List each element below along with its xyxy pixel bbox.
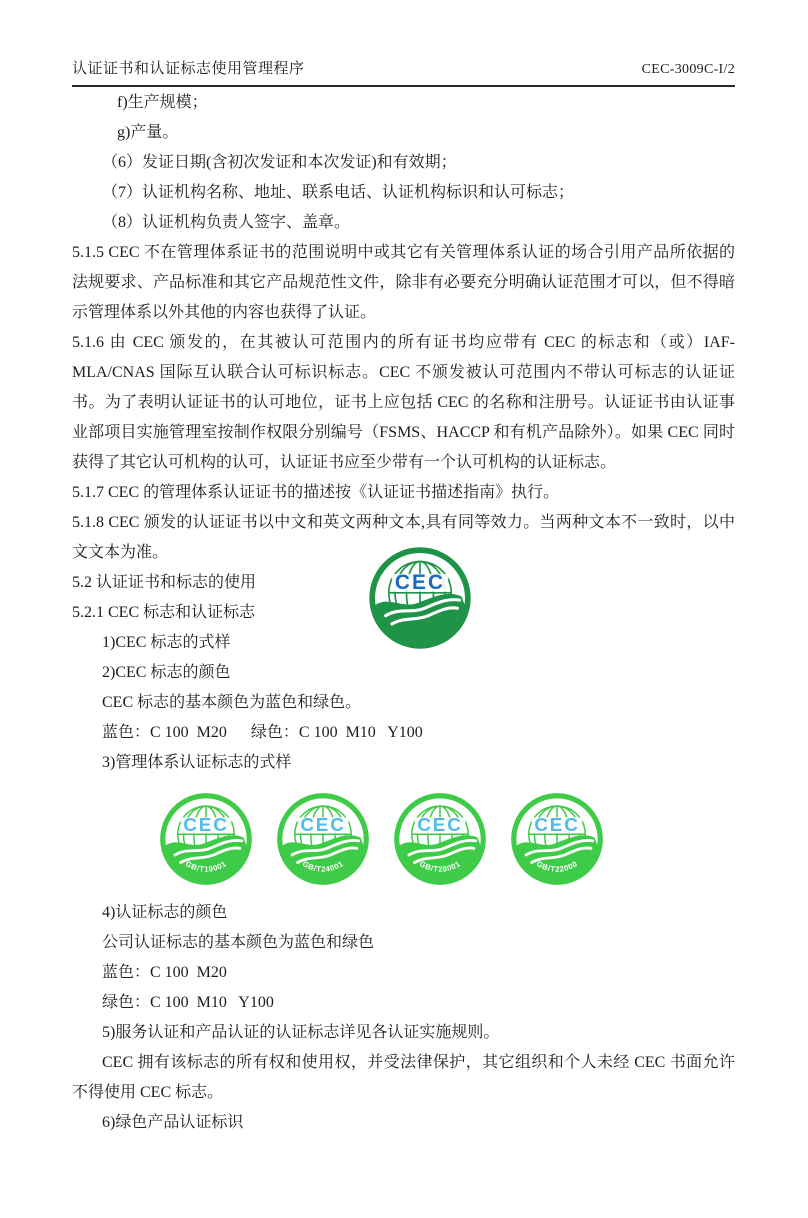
- paragraph-line: f)生产规模；: [117, 94, 208, 111]
- paragraph-line: 5)服务认证和产品认证的认证标志详见各认证实施规则。: [102, 1024, 500, 1041]
- logo-cec-text: CEC: [394, 571, 446, 595]
- paragraph-line: （8）认证机构负责人签字、盖章。: [102, 214, 351, 231]
- logo-standard-label: GB/T24001: [300, 859, 346, 874]
- logo-standard-label: GB/T22000: [534, 859, 580, 874]
- cec-logo-large: [368, 546, 472, 650]
- cec-logo-graphic: [393, 792, 487, 886]
- cec-logo-graphic: [510, 792, 604, 886]
- logo-standard-label: GB/T19001: [183, 859, 229, 874]
- paragraph-line: 5.1.8 CEC 颁发的认证证书以中文和英文两种文本,具有同等效力。当两种文本不一致时，以中文文本为准。: [72, 514, 735, 561]
- paragraph-line: 6)绿色产品认证标识: [102, 1114, 244, 1131]
- paragraph-line: 5.1.7 CEC 的管理体系认证证书的描述按《认证证书描述指南》执行。: [72, 484, 560, 501]
- cec-certification-mark: [276, 792, 370, 886]
- page-header: [72, 57, 735, 87]
- paragraph-line: 1)CEC 标志的式样: [102, 634, 231, 651]
- paragraph-line: 5.2.1 CEC 标志和认证标志: [72, 604, 256, 621]
- cec-certification-mark: [393, 792, 487, 886]
- paragraph-line: 绿色：C 100 M10 Y100: [102, 994, 274, 1011]
- paragraph-line: （6）发证日期(含初次发证和本次发证)和有效期；: [102, 154, 457, 171]
- logo-cec-text: CEC: [300, 814, 346, 836]
- paragraph-line: 2)CEC 标志的颜色: [102, 664, 231, 681]
- cec-logo-graphic: [368, 546, 472, 650]
- paragraph-line: g)产量。: [117, 124, 179, 141]
- paragraph-line: CEC 标志的基本颜色为蓝色和绿色。: [102, 694, 362, 711]
- cec-logo-graphic: [276, 792, 370, 886]
- paragraph-line: 蓝色：C 100 M20: [102, 964, 227, 981]
- management-system-marks-row: [50, 792, 713, 886]
- logo-cec-text: CEC: [183, 814, 229, 836]
- paragraph-line: 5.2 认证证书和标志的使用: [72, 574, 257, 591]
- cec-certification-mark: [159, 792, 253, 886]
- cec-certification-mark: [510, 792, 604, 886]
- document-number: CEC-3009C-I/2: [641, 62, 735, 77]
- paragraph-line: 公司认证标志的基本颜色为蓝色和绿色: [102, 934, 375, 951]
- paragraph-line: （7）认证机构名称、地址、联系电话、认证机构标识和认可标志；: [102, 184, 575, 201]
- document-title: 认证证书和认证标志使用管理程序: [72, 61, 305, 77]
- paragraph-line: 蓝色：C 100 M20 绿色：C 100 M10 Y100: [102, 724, 423, 741]
- logo-cec-text: CEC: [534, 814, 580, 836]
- paragraph-line: 5.1.5 CEC 不在管理体系证书的范围说明中或其它有关管理体系认证的场合引用产品所依据的法规要求、产品标准和其它产品规范性文件，除非有必要充分明确认证范围才可以，但不得暗示管理体系以外其他的内容也获得了认证。: [72, 244, 735, 321]
- logo-standard-label: GB/T28001: [417, 859, 463, 874]
- logo-cec-text: CEC: [417, 814, 463, 836]
- paragraph-line: CEC 拥有该标志的所有权和使用权，并受法律保护，其它组织和个人未经 CEC 书面允许不得使用 CEC 标志。: [72, 1054, 735, 1101]
- paragraph-line: 4)认证标志的颜色: [102, 904, 228, 921]
- cec-logo-graphic: [159, 792, 253, 886]
- paragraph-line: 5.1.6 由 CEC 颁发的，在其被认可范围内的所有证书均应带有 CEC 的标志和（或）IAF-MLA/CNAS 国际互认联合认可标识标志。CEC 不颁发被认可范围内不带认可标志的认证证书。为了表明认证证书的认可地位，证书上应包括 CEC 的名称和注册号。认证证书由认证事业部项目实施管理室按制作权限分别编号（FSMS、HACCP 和有机产品除外）。如果 CEC 同时获得了其它认可机构的认可，认证证书应至少带有一个认可机构的认证标志。: [72, 334, 735, 471]
- paragraph-line: 3)管理体系认证标志的式样: [102, 754, 292, 771]
